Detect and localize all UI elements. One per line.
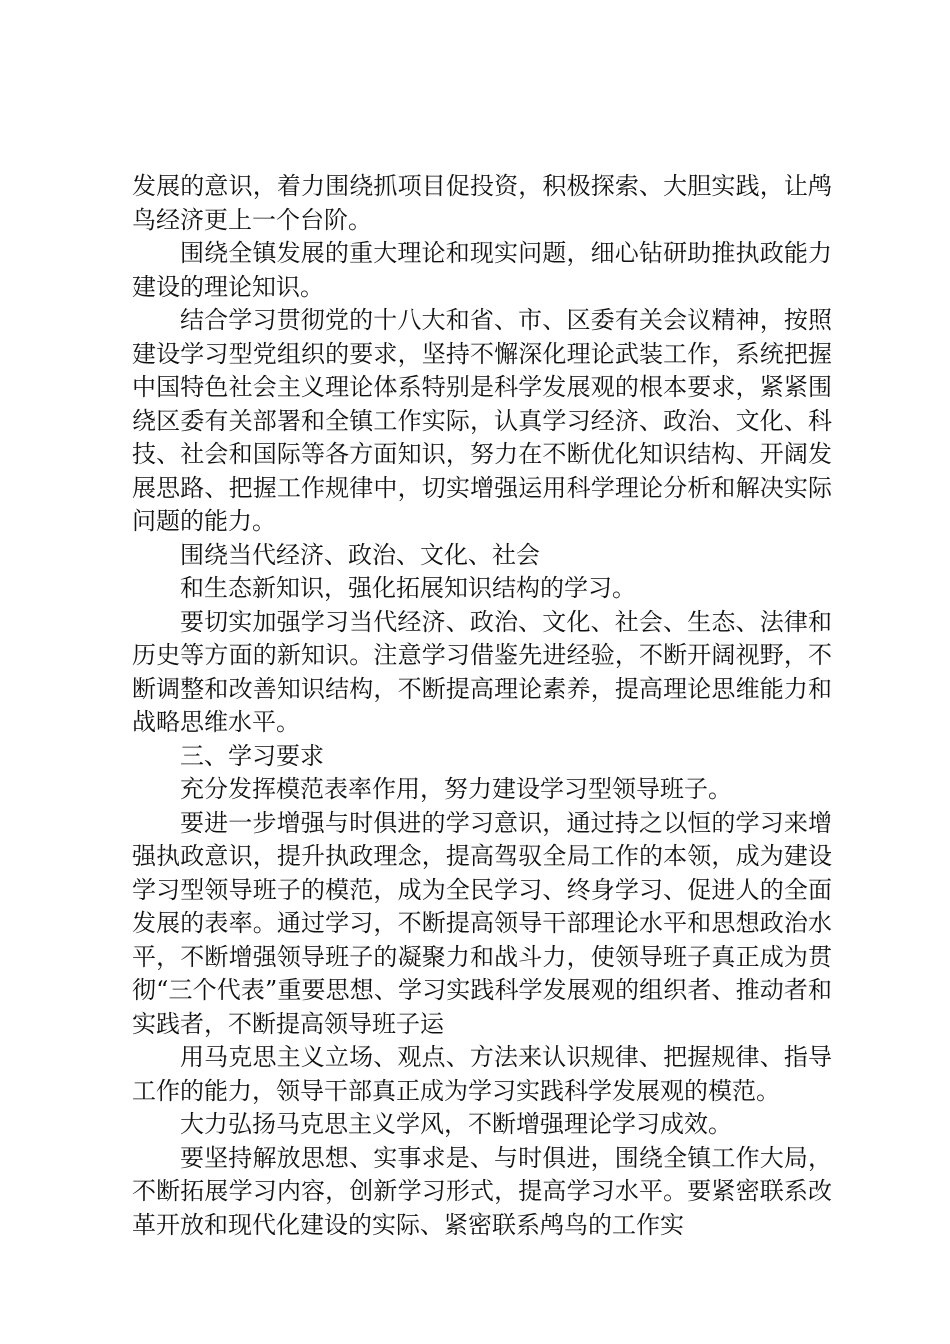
paragraph: 结合学习贯彻党的十八大和省、市、区委有关会议精神，按照建设学习型党组织的要求，坚持不懈深化理论武装工作，系统把握中国特色社会主义理论体系特别是科学发展观的根本要求，紧紧围绕区委有关部署和全镇工作实际，认真学习经济、政治、文化、科技、社会和国际等各方面知识，努力在不断优化知识结构、开阔发展思路、把握工作规律中，切实增强运用科学理论分析和解决实际问题的能力。 [132, 306, 832, 535]
section-heading: 充分发挥模范表率作用，努力建设学习型领导班子。 [180, 775, 732, 803]
paragraph: 和生态新知识，强化拓展知识结构的学习。 [180, 574, 636, 602]
paragraph: 用马克思主义立场、观点、方法来认识规律、把握规律、指导工作的能力，领导干部真正成为学习实践科学发展观的模范。 [132, 1043, 832, 1105]
document-body [132, 170, 832, 1242]
paragraph: 要切实加强学习当代经济、政治、文化、社会、生态、法律和历史等方面的新知识。注意学习借鉴先进经验，不断开阔视野，不断调整和改善知识结构，不断提高理论素养，提高理论思维能力和战略思维水平。 [132, 607, 832, 736]
paragraph: 发展的意识，着力围绕抓项目促投资，积极探索、大胆实践，让鸬鸟经济更上一个台阶。 [132, 172, 832, 234]
paragraph: 围绕全镇发展的重大理论和现实问题，细心钻研助推执政能力建设的理论知识。 [132, 239, 832, 301]
section-heading: 三、学习要求 [180, 741, 324, 770]
section-heading: 围绕当代经济、政治、文化、社会 [180, 540, 540, 569]
paragraph: 要进一步增强与时俱进的学习意识，通过持之以恒的学习来增强执政意识，提升执政理念，提高驾驭全局工作的本领，成为建设学习型领导班子的模范，成为全民学习、终身学习、促进人的全面发展的表率。通过学习，不断提高领导干部理论水平和思想政治水平，不断增强领导班子的凝聚力和战斗力，使领导班子真正成为贯彻“三个代表”重要思想、学习实践科学发展观的组织者、推动者和实践者，不断提高领导班子运 [132, 808, 832, 1038]
section-heading: 大力弘扬马克思主义学风，不断增强理论学习成效。 [180, 1110, 732, 1138]
paragraph: 要坚持解放思想、实事求是、与时俱进，围绕全镇工作大局，不断拓展学习内容，创新学习形式，提高学习水平。要紧密联系改革开放和现代化建设的实际、紧密联系鸬鸟的工作实 [132, 1143, 832, 1239]
